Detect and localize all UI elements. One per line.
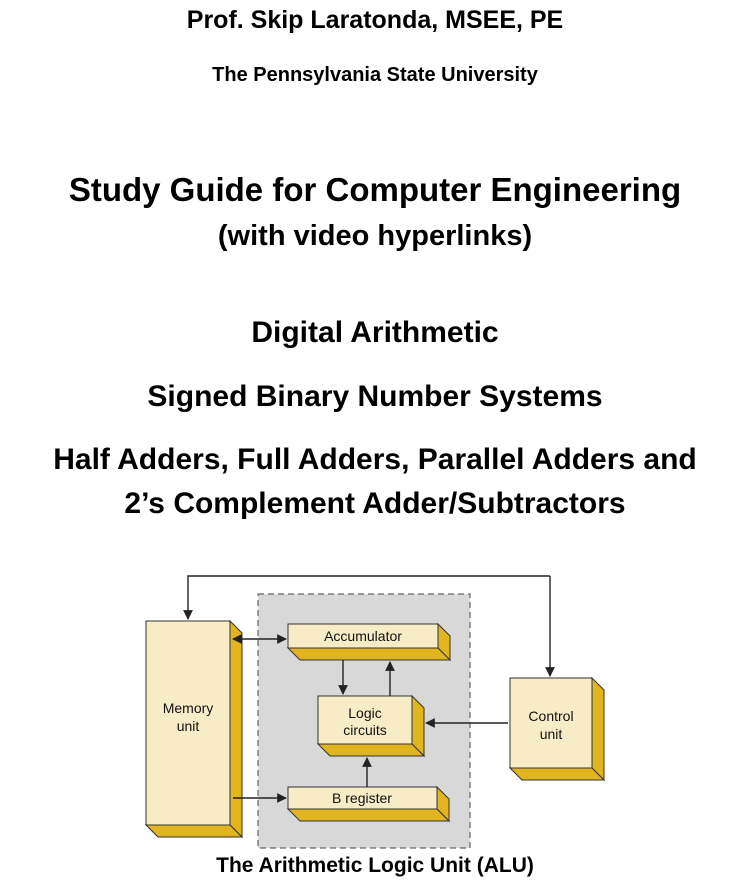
logic-circuits-label-2: circuits [343, 722, 387, 738]
subject-adders-line2: 2’s Complement Adder/Subtractors [124, 487, 626, 520]
accumulator-label: Accumulator [324, 628, 402, 644]
memory-unit-label-2: unit [176, 718, 200, 734]
control-unit-box [510, 678, 604, 780]
logic-circuits-box [318, 696, 424, 756]
guide-subtitle: (with video hyperlinks) [217, 220, 533, 252]
subject-digital-arithmetic: Digital Arithmetic [251, 316, 499, 349]
memory-unit-label: Memory [162, 700, 214, 716]
b-register-label: B register [332, 790, 392, 806]
guide-title: Study Guide for Computer Engineering [68, 171, 682, 208]
accumulator-box [288, 624, 450, 660]
b-register-box [288, 787, 449, 821]
memory-unit-box [146, 621, 242, 837]
subject-adders-line1: Half Adders, Full Adders, Parallel Adders and [53, 443, 697, 476]
diagram-caption: The Arithmetic Logic Unit (ALU) [216, 854, 534, 877]
control-unit-label-2: unit [539, 726, 563, 742]
logic-circuits-label: Logic [348, 705, 382, 721]
subject-signed-binary: Signed Binary Number Systems [147, 380, 603, 413]
control-unit-label: Control [528, 708, 574, 724]
author-name: Prof. Skip Laratonda, MSEE, PE [186, 6, 564, 34]
university-name: The Pennsylvania State University [212, 64, 538, 86]
alu-diagram [0, 565, 750, 855]
